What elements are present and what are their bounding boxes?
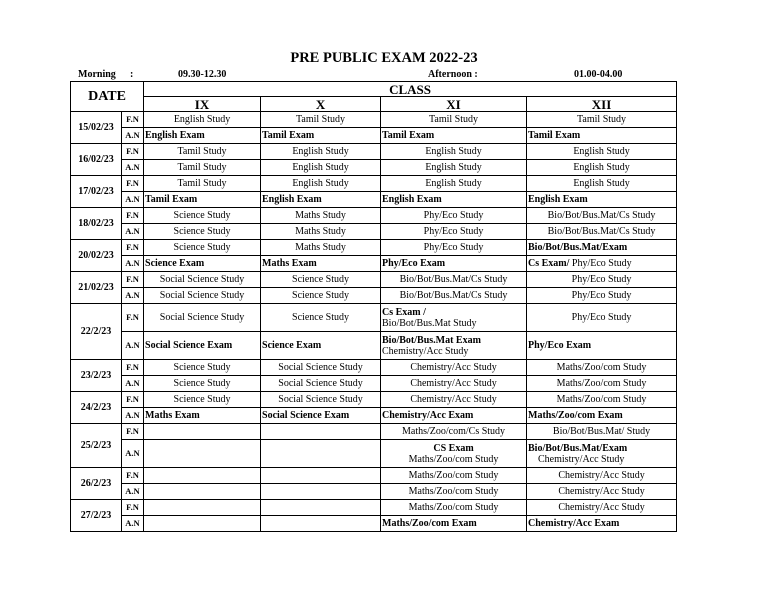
slot-fn: F.N	[122, 392, 144, 408]
table-cell: Science Exam	[144, 256, 261, 272]
table-row	[71, 424, 677, 440]
page-title: PRE PUBLIC EXAM 2022-23	[290, 50, 478, 66]
date-cell: 15/02/23	[71, 112, 122, 144]
table-cell: Bio/Bot/Bus.Mat/Cs Study	[527, 224, 677, 240]
slot-an: A.N	[122, 516, 144, 532]
table-cell: Tamil Study	[144, 176, 261, 192]
table-row	[71, 484, 677, 500]
table-cell	[144, 516, 261, 532]
table-cell: Tamil Study	[144, 160, 261, 176]
class-ix-header: IX	[144, 97, 261, 112]
slot-fn: F.N	[122, 468, 144, 484]
table-cell: Chemistry/Acc Study	[381, 376, 527, 392]
table-row	[71, 144, 677, 160]
table-cell: Phy/Eco Study	[381, 224, 527, 240]
table-cell: English Study	[261, 160, 381, 176]
table-cell	[261, 500, 381, 516]
table-row	[71, 128, 677, 144]
date-cell: 22/2/23	[71, 304, 122, 360]
table-cell: Science Study	[261, 288, 381, 304]
table-cell: Maths/Zoo/com Study	[381, 500, 527, 516]
table-cell: Maths Study	[261, 208, 381, 224]
class-xii-header: XII	[527, 97, 677, 112]
table-cell: English Study	[144, 112, 261, 128]
table-cell: Maths/Zoo/com Exam	[381, 516, 527, 532]
table-cell	[527, 256, 677, 272]
table-cell	[381, 304, 527, 332]
date-cell: 26/2/23	[71, 468, 122, 500]
table-cell	[144, 468, 261, 484]
table-row	[71, 392, 677, 408]
cell-exam-text: Bio/Bot/Bus.Mat Exam	[382, 334, 481, 346]
table-cell: Maths Study	[261, 240, 381, 256]
table-cell: Phy/Eco Exam	[381, 256, 527, 272]
slot-fn: F.N	[122, 176, 144, 192]
table-cell: Tamil Exam	[381, 128, 527, 144]
table-cell: Tamil Exam	[261, 128, 381, 144]
table-cell: English Study	[261, 176, 381, 192]
slot-an: A.N	[122, 160, 144, 176]
table-cell: Phy/Eco Study	[381, 240, 527, 256]
class-xi-header: XI	[381, 97, 527, 112]
table-cell	[261, 516, 381, 532]
table-cell	[527, 440, 677, 468]
table-cell: Science Study	[144, 376, 261, 392]
table-row	[71, 160, 677, 176]
table-cell: Chemistry/Acc Study	[527, 484, 677, 500]
table-cell: English Study	[527, 144, 677, 160]
table-cell: Science Study	[144, 392, 261, 408]
table-cell: Tamil Study	[527, 112, 677, 128]
slot-an: A.N	[122, 288, 144, 304]
table-cell: Phy/Eco Study	[381, 208, 527, 224]
table-cell: Phy/Eco Exam	[527, 332, 677, 360]
slot-an: A.N	[122, 440, 144, 468]
table-row	[71, 272, 677, 288]
table-cell: Chemistry/Acc Study	[527, 500, 677, 516]
table-cell: Maths Study	[261, 224, 381, 240]
table-row	[71, 288, 677, 304]
table-cell: Tamil Study	[261, 112, 381, 128]
slot-fn: F.N	[122, 272, 144, 288]
table-cell	[144, 440, 261, 468]
cell-study-text: Chemistry/Acc Study	[538, 453, 625, 465]
table-cell	[261, 440, 381, 468]
table-cell: Social Science Study	[144, 288, 261, 304]
slot-an: A.N	[122, 224, 144, 240]
table-row	[71, 440, 677, 468]
cell-exam-text: CS Exam	[433, 442, 474, 454]
table-cell: Tamil Exam	[144, 192, 261, 208]
date-cell: 25/2/23	[71, 424, 122, 468]
table-cell: Maths/Zoo/com Study	[381, 468, 527, 484]
header-row-class	[71, 82, 677, 97]
table-cell: Science Study	[144, 224, 261, 240]
table-cell: Chemistry/Acc Exam	[381, 408, 527, 424]
slot-an: A.N	[122, 376, 144, 392]
slot-an: A.N	[122, 408, 144, 424]
cell-exam-text: Cs Exam/	[528, 258, 570, 269]
slot-an: A.N	[122, 256, 144, 272]
table-cell	[261, 424, 381, 440]
table-row	[71, 468, 677, 484]
table-cell: Science Study	[261, 272, 381, 288]
slot-an: A.N	[122, 484, 144, 500]
table-cell: Social Science Study	[261, 392, 381, 408]
table-cell	[261, 468, 381, 484]
afternoon-label: Afternoon :	[428, 69, 478, 80]
table-cell: Tamil Study	[381, 112, 527, 128]
date-cell: 23/2/23	[71, 360, 122, 392]
table-row	[71, 192, 677, 208]
table-cell: Chemistry/Acc Study	[381, 392, 527, 408]
table-cell: Chemistry/Acc Study	[381, 360, 527, 376]
slot-fn: F.N	[122, 112, 144, 128]
table-cell: Chemistry/Acc Study	[527, 468, 677, 484]
slot-an: A.N	[122, 128, 144, 144]
table-cell: Maths/Zoo/com Study	[527, 376, 677, 392]
table-cell: Science Study	[144, 240, 261, 256]
table-cell: English Study	[527, 160, 677, 176]
table-cell: English Study	[381, 160, 527, 176]
table-cell: English Exam	[527, 192, 677, 208]
table-cell: Chemistry/Acc Exam	[527, 516, 677, 532]
table-cell: Social Science Exam	[144, 332, 261, 360]
table-cell	[261, 484, 381, 500]
table-cell: Maths/Zoo/com Exam	[527, 408, 677, 424]
table-cell: Bio/Bot/Bus.Mat/ Study	[527, 424, 677, 440]
slot-fn: F.N	[122, 304, 144, 332]
table-cell: English Exam	[381, 192, 527, 208]
cell-study-text: Maths/Zoo/com Study	[408, 453, 499, 465]
table-cell	[144, 424, 261, 440]
cell-study-text: Phy/Eco Study	[571, 258, 632, 269]
table-row	[71, 224, 677, 240]
table-row	[71, 376, 677, 392]
table-row	[71, 256, 677, 272]
table-row	[71, 516, 677, 532]
table-row	[71, 408, 677, 424]
table-cell: Maths/Zoo/com Study	[381, 484, 527, 500]
cell-study-text: Bio/Bot/Bus.Mat Study	[382, 317, 477, 329]
date-cell: 16/02/23	[71, 144, 122, 176]
slot-fn: F.N	[122, 360, 144, 376]
slot-fn: F.N	[122, 424, 144, 440]
date-cell: 27/2/23	[71, 500, 122, 532]
table-cell: Phy/Eco Study	[527, 304, 677, 332]
table-cell: Maths Exam	[261, 256, 381, 272]
table-cell: Maths/Zoo/com Study	[527, 392, 677, 408]
table-row	[71, 176, 677, 192]
table-cell	[144, 500, 261, 516]
table-row	[71, 500, 677, 516]
cell-exam-text: Cs Exam /	[382, 306, 426, 318]
slot-fn: F.N	[122, 208, 144, 224]
slot-fn: F.N	[122, 240, 144, 256]
table-cell	[381, 440, 527, 468]
date-cell: 20/02/23	[71, 240, 122, 272]
cell-study-text: Chemistry/Acc Study	[382, 345, 469, 357]
table-cell: Phy/Eco Study	[527, 288, 677, 304]
class-header: CLASS	[144, 82, 677, 97]
table-cell: Social Science Exam	[261, 408, 381, 424]
morning-separator: :	[130, 69, 134, 80]
table-cell: English Study	[381, 144, 527, 160]
date-cell: 17/02/23	[71, 176, 122, 208]
morning-label: Morning	[78, 69, 116, 80]
table-cell: Science Study	[261, 304, 381, 332]
table-cell: Science Study	[144, 360, 261, 376]
table-cell: Bio/Bot/Bus.Mat/Exam	[527, 240, 677, 256]
morning-time: 09.30-12.30	[178, 69, 227, 80]
slot-an: A.N	[122, 332, 144, 360]
table-cell: Bio/Bot/Bus.Mat/Cs Study	[527, 208, 677, 224]
table-cell: Maths/Zoo/com/Cs Study	[381, 424, 527, 440]
table-cell: Phy/Eco Study	[527, 272, 677, 288]
table-cell: Tamil Exam	[527, 128, 677, 144]
table-row	[71, 360, 677, 376]
table-cell	[144, 484, 261, 500]
date-cell: 18/02/23	[71, 208, 122, 240]
table-cell: Bio/Bot/Bus.Mat/Cs Study	[381, 288, 527, 304]
header-row-classes	[71, 97, 677, 112]
slot-fn: F.N	[122, 500, 144, 516]
table-cell: Social Science Study	[144, 272, 261, 288]
exam-schedule-table	[70, 81, 677, 532]
table-cell: Bio/Bot/Bus.Mat/Cs Study	[381, 272, 527, 288]
table-cell: English Study	[527, 176, 677, 192]
table-cell: Social Science Study	[144, 304, 261, 332]
table-cell: Tamil Study	[144, 144, 261, 160]
table-cell: Maths/Zoo/com Study	[527, 360, 677, 376]
slot-fn: F.N	[122, 144, 144, 160]
table-cell: English Study	[261, 144, 381, 160]
date-header: DATE	[71, 82, 144, 112]
table-cell	[381, 332, 527, 360]
table-cell: English Exam	[144, 128, 261, 144]
table-row	[71, 208, 677, 224]
table-row	[71, 304, 677, 332]
table-cell: Science Study	[144, 208, 261, 224]
date-cell: 24/2/23	[71, 392, 122, 424]
table-row	[71, 112, 677, 128]
afternoon-time: 01.00-04.00	[574, 69, 623, 80]
class-x-header: X	[261, 97, 381, 112]
table-cell: Social Science Study	[261, 360, 381, 376]
cell-exam-text: Bio/Bot/Bus.Mat/Exam	[528, 442, 628, 454]
date-cell: 21/02/23	[71, 272, 122, 304]
table-cell: Maths Exam	[144, 408, 261, 424]
table-row	[71, 332, 677, 360]
table-cell: Science Exam	[261, 332, 381, 360]
table-row	[71, 240, 677, 256]
table-cell: English Study	[381, 176, 527, 192]
slot-an: A.N	[122, 192, 144, 208]
table-cell: English Exam	[261, 192, 381, 208]
table-cell: Social Science Study	[261, 376, 381, 392]
